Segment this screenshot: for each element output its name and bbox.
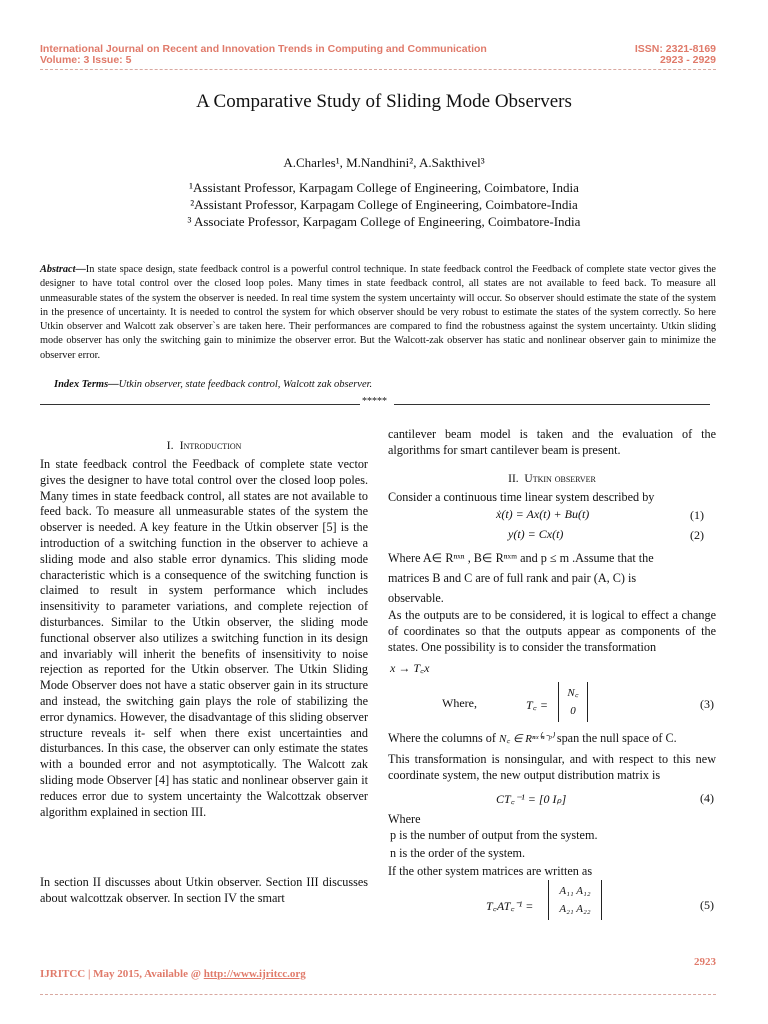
- p-definition: p is the number of output from the system.: [390, 828, 598, 842]
- equation-4: CT꜀⁻¹ = [0 Iₚ]: [496, 792, 567, 806]
- equation-3-matrix: [558, 682, 588, 722]
- equation-5-matrix: [548, 880, 602, 920]
- abstract-text: In state space design, state feedback control is a powerful control technique. In state feedback control the Feedback of complete state vector gives the designer to have total control over the closed loop poles. Many times in state feedback control, all states are not available to feed back. To measure all unmeasurable states of the system the observer is needed. In real time system the system uncertainty will occur. So observer should estimate the state of the system in the presence of uncertainty. It is needed to control the system for which observer should be very robust to estimate the states of the system correctly. So here Utkin observer and Walcott zak observer`s are taken here. Their performances are compared to find the robustness against the system uncertainty. Utkin sliding mode observer has only the switching gain to minimize the observer error. But the Walcott-zak observer has static and nonlinear observer gain to minimize the observer error.: [40, 264, 716, 361]
- null-space-text-a: Where the columns of: [388, 731, 496, 745]
- equation-3-lhs: T꜀ =: [526, 698, 548, 712]
- section-1-title: Introduction: [179, 438, 242, 452]
- equation-2-number: (2): [690, 528, 704, 542]
- system-intro: Consider a continuous time linear system described by: [388, 490, 655, 504]
- journal-pages: 2923 - 2929: [659, 54, 716, 66]
- footer-text: [40, 968, 306, 980]
- equation-1: ẋ(t) = Ax(t) + Bu(t): [496, 507, 590, 521]
- null-space-text-c: span the null space of C.: [556, 731, 677, 745]
- section-2-number: II.: [508, 473, 519, 485]
- where-line: Where A∈ Rⁿˣⁿ , B∈ Rⁿˣᵐ and p ≤ m .Assume that the: [388, 551, 654, 565]
- n-definition: n is the order of the system.: [390, 846, 526, 860]
- other-matrices-line: If the other system matrices are written as: [388, 864, 593, 878]
- journal-name: International Journal on Recent and Innovation Trends in Computing and Communication: [40, 43, 487, 55]
- equation-5-number: (5): [700, 898, 714, 912]
- equation-3-number: (3): [700, 697, 714, 711]
- null-space-expression: N꜀ ∈ Rⁿˣ⁽ⁿ⁻ᵖ⁾: [499, 733, 554, 745]
- equation-4-number: (4): [700, 791, 714, 805]
- section-2-heading: [388, 473, 716, 485]
- index-terms-label: Index Terms: [54, 379, 109, 390]
- transform-expression: x → T꜀x: [390, 661, 430, 675]
- journal-issn: ISSN: 2321-8169: [634, 43, 716, 55]
- transformation-paragraph: As the outputs are to be considered, it is logical to effect a change of coordinates so that the outputs appear as components of the states. One possibility is to consider the transformation: [388, 608, 716, 654]
- journal-volume: Volume: 3 Issue: 5: [40, 54, 132, 66]
- transformation-nonsingular: This transformation is nonsingular, and with respect to this new coordinate system, the new output distribution matrix is: [388, 752, 716, 782]
- continued-paragraph: cantilever beam model is taken and the evaluation of the algorithms for smart cantilever beam is present.: [388, 427, 716, 457]
- null-space-line: [388, 731, 728, 748]
- footer-left: IJRITCC | May 2015, Available @: [40, 968, 201, 980]
- footer-rule: [40, 994, 716, 995]
- equation-2: y(t) = Cx(t): [508, 527, 564, 541]
- equation-5-row-2: A₂₁ A₂₂: [559, 903, 591, 915]
- equation-3-where: Where,: [442, 696, 477, 710]
- affiliation-2: ²Assistant Professor, Karpagam College of Engineering, Coimbatore-India: [190, 197, 578, 212]
- section-1-heading: [40, 438, 368, 453]
- equation-1-number: (1): [690, 508, 704, 522]
- equation-3-row-1: N꜀: [567, 687, 579, 699]
- equation-5-lhs: T꜀AT꜀⁻¹ =: [486, 899, 534, 913]
- section-1-number: I.: [166, 438, 174, 452]
- equation-5-row-1: A₁₁ A₁₂: [559, 885, 591, 897]
- separator-left: [40, 404, 360, 405]
- observable-line: observable.: [388, 591, 444, 605]
- intro-paragraph-1: In state feedback control the Feedback of complete state vector gives the designer to have total control over the closed loop poles. Many times in state feedback control, all states are not available to feed back. To measure all unmeasurable states of the system the observer is needed. A key feature in the Utkin observer [5] is the introduction of a switching function in the observer to achieve a sliding mode and also stable error dynamics. This sliding mode characteristic which is a consequence of the switching function is claimed to result in system performance which includes insensitivity to parameter variations, and complete rejection of disturbances. Similar to the Utkin observer, the sliding mode functional observer also utilizes a switching function in its design and invariably will inherit the benefits of insensitivity to noise rejection as reported for the Utkin observer. The Utkin Sliding Mode Observer does not have a static observer gain in its structure and instead, the switching gain plays the role of stabilizing the error dynamics. However, the disadvantage of this sliding observer structure reveals it- self when there exist uncertainties and disturbances. In this case, the observer can only estimate the states with a bounded error and not asymptotically. The Walcott zak sliding mode Observer [4] has static and nonlinear observer gain it reduces error due to system uncertainty the Walcottzak observer algorithm explained in section III.: [40, 457, 368, 819]
- intro-paragraph-2: In section II discusses about Utkin observer. Section III discusses about walcottzak observer. In section IV the smart: [40, 875, 368, 905]
- section-2-title: Utkin observer: [524, 473, 596, 485]
- abstract: Abstract—In state space design, state feedback control is a powerful control technique. In state feedback control the Feedback of complete state vector gives the designer to have total control over the closed loop poles. Many times in state feedback control, all states are not available to feed back. To measure all unmeasurable states of the system the observer is needed. In real time system the system uncertainty will occur. So observer should estimate the state of the system in the presence of uncertainty. It is needed to control the system for which observer should be very robust to estimate the states of the system correctly. So here Utkin observer and Walcott zak observer`s are taken here. Their performances are compared to find the robustness against the system uncertainty. Utkin sliding mode observer has only the switching gain to minimize the observer error. But the Walcott-zak observer has static and nonlinear observer gain to minimize the observer error.: [40, 264, 716, 361]
- separator-right: [394, 404, 710, 405]
- affiliation-1: ¹Assistant Professor, Karpagam College of Engineering, Coimbatore, India: [189, 180, 579, 195]
- authors: A.Charles¹, M.Nandhini², A.Sakthivel³: [283, 155, 485, 170]
- header-rule: [40, 69, 716, 70]
- paper-title: A Comparative Study of Sliding Mode Observers: [196, 91, 572, 112]
- page-number: 2923: [694, 956, 716, 968]
- equation-3-row-2: 0: [570, 705, 576, 717]
- footer-link[interactable]: http://www.ijritcc.org: [203, 968, 306, 980]
- index-terms: Index Terms—Utkin observer, state feedback control, Walcott zak observer.: [54, 379, 373, 390]
- matrices-line: matrices B and C are of full rank and pair (A, C) is: [388, 571, 637, 585]
- index-terms-text: Utkin observer, state feedback control, Walcott zak observer.: [118, 379, 373, 390]
- where-2: Where: [388, 812, 421, 826]
- abstract-label: Abstract: [40, 264, 76, 275]
- affiliation-3: ³ Associate Professor, Karpagam College of Engineering, Coimbatore-India: [187, 214, 581, 229]
- separator-stars: *****: [362, 396, 387, 407]
